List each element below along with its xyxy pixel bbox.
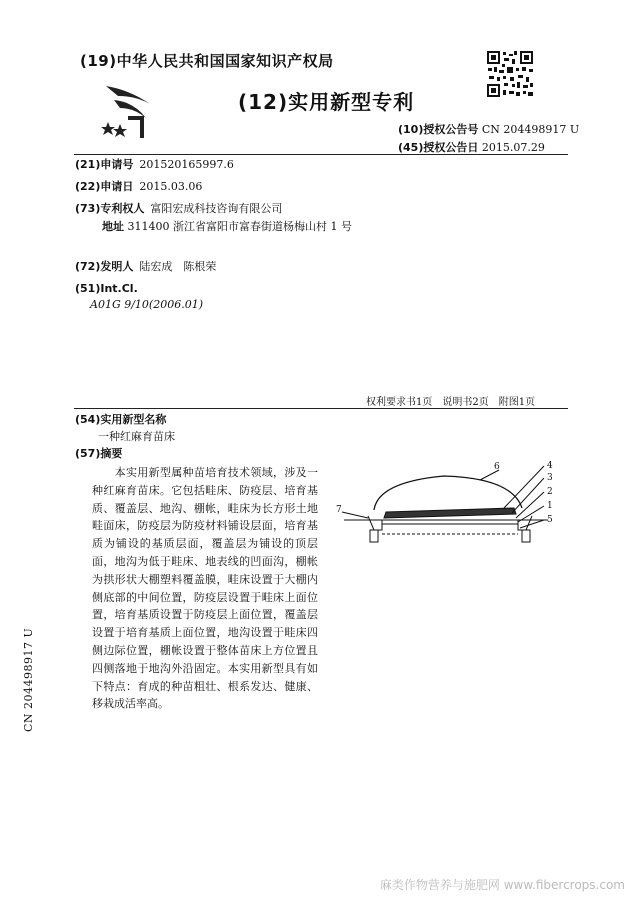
int-cl-label-row bbox=[75, 281, 138, 297]
grant-date-label: (45)授权公告日 bbox=[398, 141, 479, 154]
figure-label-1: 1 bbox=[547, 501, 553, 511]
abstract-text: 本实用新型属种苗培育技术领域，涉及一种红麻育苗床。它包括畦床、防疫层、培育基质、覆盖层、地沟、棚帐，畦床为长方形土地畦面床，防疫层为防疫材料铺设层面，培育基质为铺设的基质层面，覆盖层为铺设的顶层面，地沟为低于畦床、地表线的凹面沟，棚帐为拱形状大棚塑料覆盖膜，畦床设置于大棚内侧底部的中间位置，防疫层设置于畦床上面位置，培育基质设置于防疫层上面位置，覆盖层设置于培育基质上面位置，地沟设置于畦床四侧边际位置，棚帐设置于整体苗床上方位置且四侧落地于地沟外沿固定。本实用新型具有如下特点：育成的种苗粗壮、根系发达、健康、移栽成活率高。 bbox=[92, 466, 318, 711]
figure-label-2: 2 bbox=[547, 487, 553, 497]
inventors bbox=[75, 259, 216, 275]
grant-number-label: (10)授权公告号 bbox=[398, 123, 479, 136]
address bbox=[102, 218, 352, 235]
page-counts: 权利要求书1页 说明书2页 附图1页 bbox=[366, 397, 536, 408]
qr-code bbox=[486, 50, 534, 98]
watermark: 麻类作物营养与施肥网 www.fibercrops.com bbox=[379, 878, 625, 892]
side-publication-number: CN 204498917 U bbox=[22, 627, 35, 732]
address-value: 311400 浙江省富阳市富春街道杨梅山村 1 号 bbox=[127, 220, 352, 233]
abstract-divider bbox=[74, 408, 568, 409]
title-label-row bbox=[75, 412, 166, 428]
address-label: 地址 bbox=[102, 220, 124, 233]
application-date-value: 2015.03.06 bbox=[139, 180, 203, 193]
inventors-label: (72)发明人 bbox=[75, 260, 134, 273]
utility-model-title: 一种红麻育苗床 bbox=[98, 430, 175, 443]
application-number-label: (21)申请号 bbox=[75, 158, 134, 171]
patentee-label: (73)专利权人 bbox=[75, 202, 145, 215]
abstract-label-row bbox=[75, 446, 122, 462]
office-name: (19)中华人民共和国国家知识产权局 bbox=[80, 52, 334, 70]
int-cl-label: (51)Int.Cl. bbox=[75, 282, 138, 295]
figure-label-4: 4 bbox=[547, 461, 553, 471]
grant-date-row bbox=[398, 139, 545, 155]
application-date-label: (22)申请日 bbox=[75, 180, 134, 193]
application-number bbox=[75, 157, 234, 173]
grant-number-row bbox=[398, 121, 579, 137]
title-label: (54)实用新型名称 bbox=[75, 413, 167, 426]
figure-label-3: 3 bbox=[547, 473, 553, 483]
grant-date: 2015.07.29 bbox=[481, 141, 545, 154]
figure-label-6: 6 bbox=[494, 462, 500, 472]
ipc-classification: A01G 9/10(2006.01) bbox=[90, 298, 203, 311]
grant-number: CN 204498917 U bbox=[481, 123, 580, 136]
patentee-value: 富阳宏成科技咨询有限公司 bbox=[150, 202, 283, 215]
seedbed-figure bbox=[334, 460, 558, 560]
application-date bbox=[75, 179, 202, 195]
document-type: (12)实用新型专利 bbox=[238, 90, 415, 114]
header-divider bbox=[74, 154, 568, 155]
cnipa-logo bbox=[100, 82, 156, 140]
abstract-label: (57)摘要 bbox=[75, 447, 123, 460]
patentee bbox=[75, 201, 282, 217]
figure-label-7: 7 bbox=[336, 505, 342, 515]
application-number-value: 201520165997.6 bbox=[139, 158, 234, 171]
inventors-value: 陆宏成 陈根荣 bbox=[139, 260, 217, 273]
figure-label-5: 5 bbox=[547, 515, 553, 525]
